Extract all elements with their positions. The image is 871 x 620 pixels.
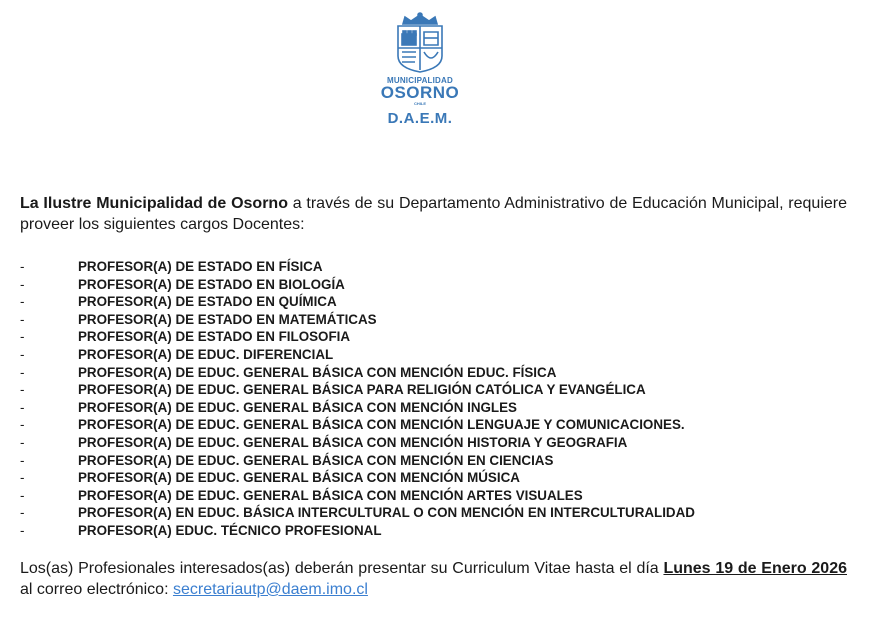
list-item: [20, 522, 860, 540]
position-title: PROFESOR(A) DE EDUC. GENERAL BÁSICA CON MENCIÓN INGLES: [78, 399, 517, 415]
bullet-dash: -: [20, 311, 25, 327]
list-item: [20, 311, 860, 329]
logo-municipalidad-text: MUNICIPALIDAD: [386, 76, 453, 85]
list-item: [20, 416, 860, 434]
list-item: [20, 346, 860, 364]
bullet-dash: -: [20, 294, 25, 310]
list-item: [20, 293, 860, 311]
institution-name: La Ilustre Municipalidad de Osorno: [20, 195, 288, 212]
position-title: PROFESOR(A) DE EDUC. GENERAL BÁSICA CON MENCIÓN ARTES VISUALES: [78, 487, 583, 503]
position-title: PROFESOR(A) DE EDUC. GENERAL BÁSICA PARA RELIGIÓN CATÓLICA Y EVANGÉLICA: [78, 382, 646, 398]
list-item: [20, 487, 860, 505]
logo-chile-text: CHILE: [414, 101, 426, 106]
position-title: PROFESOR(A) DE ESTADO EN FÍSICA: [78, 259, 323, 274]
position-title: PROFESOR(A) DE EDUC. GENERAL BÁSICA CON MENCIÓN HISTORIA Y GEOGRAFIA: [78, 434, 628, 450]
bullet-dash: -: [20, 452, 25, 468]
list-item: [20, 381, 860, 399]
position-title: PROFESOR(A) DE ESTADO EN QUÍMICA: [78, 294, 337, 310]
list-item: [20, 469, 860, 487]
bullet-dash: -: [20, 470, 25, 486]
list-item: [20, 452, 860, 470]
position-title: PROFESOR(A) EDUC. TÉCNICO PROFESIONAL: [78, 522, 382, 538]
position-title: PROFESOR(A) DE EDUC. DIFERENCIAL: [78, 346, 334, 362]
bullet-dash: -: [20, 487, 25, 503]
positions-list: [20, 258, 860, 540]
bullet-dash: -: [20, 399, 25, 415]
closing-paragraph: [20, 558, 847, 600]
position-title: PROFESOR(A) DE EDUC. GENERAL BÁSICA CON MENCIÓN MÚSICA: [78, 470, 520, 486]
position-title: PROFESOR(A) DE ESTADO EN BIOLOGÍA: [78, 276, 345, 292]
position-title: PROFESOR(A) DE ESTADO EN FILOSOFIA: [78, 329, 351, 345]
department-acronym: D.A.E.M.: [387, 110, 453, 127]
closing-text-2: al correo electrónico:: [20, 581, 173, 598]
list-item: [20, 276, 860, 294]
intro-text: a través de su Departamento Administrativo de Educación Municipal, requiere proveer los siguientes cargos Docentes:: [20, 195, 848, 233]
closing-text: Los(as) Profesionales interesados(as) deberán presentar su Curriculum Vitae hasta el día: [20, 560, 664, 577]
bullet-dash: -: [20, 259, 25, 274]
bullet-dash: -: [20, 364, 25, 380]
position-title: PROFESOR(A) DE ESTADO EN MATEMÁTICAS: [78, 311, 377, 327]
intro-paragraph: [20, 193, 847, 235]
position-title: PROFESOR(A) DE EDUC. GENERAL BÁSICA CON MENCIÓN EN CIENCIAS: [78, 452, 554, 468]
list-item: [20, 434, 860, 452]
bullet-dash: -: [20, 417, 25, 433]
position-title: PROFESOR(A) DE EDUC. GENERAL BÁSICA CON MENCIÓN LENGUAJE Y COMUNICACIONES.: [78, 417, 685, 433]
list-item: [20, 258, 860, 276]
bullet-dash: -: [20, 382, 25, 398]
deadline-date: Lunes 19 de Enero 2026: [663, 560, 847, 577]
coat-of-arms-icon: [391, 12, 449, 74]
email-link[interactable]: secretariautp@daem.imo.cl: [172, 581, 368, 598]
bullet-dash: -: [20, 434, 25, 450]
bullet-dash: -: [20, 346, 25, 362]
logo-osorno-text: OSORNO: [380, 83, 460, 102]
bullet-dash: -: [20, 505, 25, 521]
municipal-logo: [360, 12, 480, 127]
list-item: [20, 504, 860, 522]
list-item: [20, 364, 860, 382]
list-item: [20, 328, 860, 346]
list-item: [20, 399, 860, 417]
bullet-dash: -: [20, 276, 25, 292]
bullet-dash: -: [20, 329, 25, 345]
bullet-dash: -: [20, 522, 25, 538]
position-title: PROFESOR(A) EN EDUC. BÁSICA INTERCULTURAL O CON MENCIÓN EN INTERCULTURALIDAD: [78, 505, 695, 521]
position-title: PROFESOR(A) DE EDUC. GENERAL BÁSICA CON MENCIÓN EDUC. FÍSICA: [78, 364, 557, 380]
